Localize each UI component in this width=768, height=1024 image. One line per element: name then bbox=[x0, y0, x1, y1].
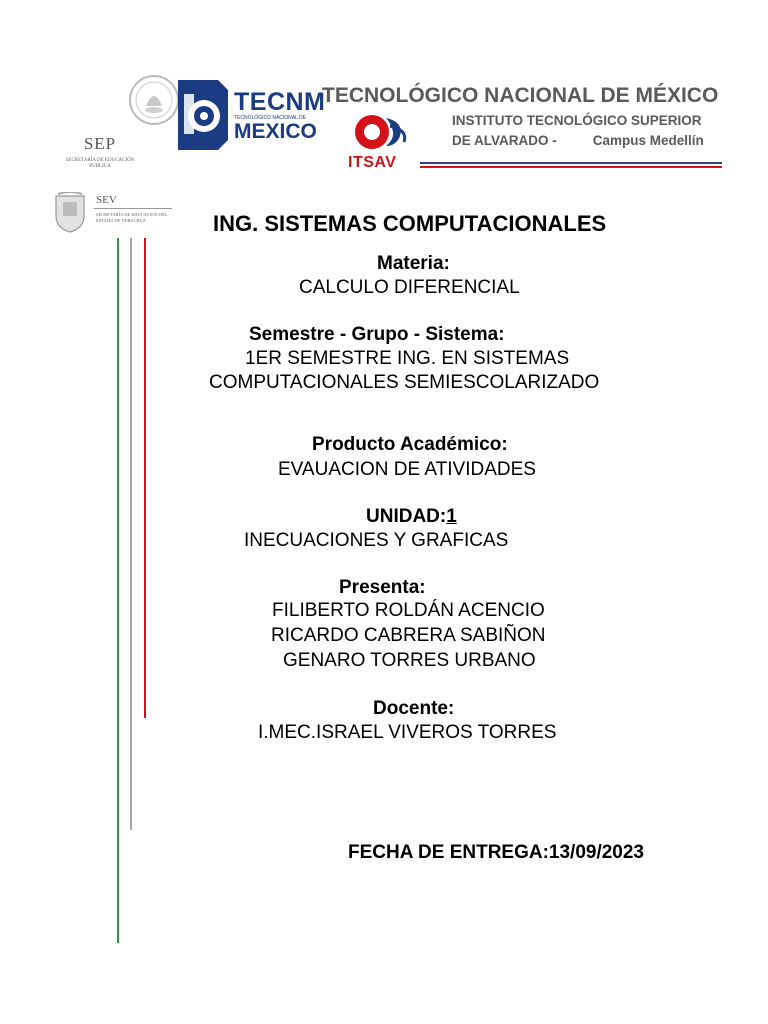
docente-label: Docente: bbox=[373, 698, 455, 719]
header-rule-blue bbox=[420, 162, 722, 164]
semestre-line-2: COMPUTACIONALES SEMIESCOLARIZADO bbox=[209, 372, 600, 393]
docente-value: I.MEC.ISRAEL VIVEROS TORRES bbox=[258, 722, 557, 743]
delivery-date: FECHA DE ENTREGA:13/09/2023 bbox=[348, 842, 645, 863]
tecnm-logo bbox=[170, 76, 326, 152]
side-stripe-red bbox=[144, 238, 146, 718]
tecnm-mexico: MEXICO bbox=[234, 120, 317, 143]
tecnm-small-text: TECNOLÓGICO NACIONAL DE bbox=[234, 115, 307, 121]
materia-label: Materia: bbox=[377, 253, 450, 274]
presenter-name: FILIBERTO ROLDÁN ACENCIO bbox=[272, 600, 545, 621]
itsav-logo bbox=[348, 112, 412, 172]
institution-title: TECNOLÓGICO NACIONAL DE MÉXICO bbox=[322, 84, 719, 107]
side-stripe-green bbox=[117, 238, 119, 943]
career-title: ING. SISTEMAS COMPUTACIONALES bbox=[213, 211, 607, 236]
unidad-label bbox=[366, 506, 457, 528]
unidad-label-text: UNIDAD: bbox=[366, 506, 447, 527]
institute-line-1: INSTITUTO TECNOLÓGICO SUPERIOR bbox=[452, 113, 702, 128]
side-stripe-gray bbox=[130, 238, 132, 830]
sev-name: SEV bbox=[96, 194, 117, 206]
unidad-number: 1 bbox=[446, 506, 457, 527]
sep-subtitle: SECRETARÍA DE EDUCACIÓN PÚBLICA bbox=[65, 158, 135, 169]
presenter-name: RICARDO CABRERA SABIÑON bbox=[271, 625, 546, 646]
header-rule-red bbox=[420, 166, 722, 168]
sev-subtitle: SECRETARÍA DE EDUCACIÓN DEL ESTADO DE VERACRUZ bbox=[96, 212, 168, 223]
sep-name: SEP bbox=[83, 134, 117, 153]
sev-divider bbox=[94, 208, 172, 209]
itsav-word: ITSAV bbox=[348, 154, 397, 171]
campus-name: Campus Medellín bbox=[592, 133, 704, 148]
producto-value: EVAUACION DE ATIVIDADES bbox=[278, 459, 536, 480]
presenter-name: GENARO TORRES URBANO bbox=[283, 650, 536, 671]
materia-value: CALCULO DIFERENCIAL bbox=[299, 277, 520, 298]
tecnm-word: TECNM bbox=[234, 88, 326, 116]
semestre-line-1: 1ER SEMESTRE ING. EN SISTEMAS bbox=[245, 348, 570, 369]
tecnm-gear-icon bbox=[170, 76, 232, 152]
producto-label: Producto Académico: bbox=[312, 434, 508, 455]
sev-logo bbox=[52, 192, 177, 237]
institute-line-2-text: DE ALVARADO - bbox=[452, 133, 557, 148]
institute-line-2 bbox=[452, 133, 704, 148]
sep-logo bbox=[55, 72, 145, 177]
unidad-value: INECUACIONES Y GRAFICAS bbox=[244, 530, 509, 551]
presenta-label: Presenta: bbox=[339, 577, 426, 598]
itsav-gear-icon bbox=[352, 112, 410, 152]
semestre-label: Semestre - Grupo - Sistema: bbox=[249, 324, 505, 345]
veracruz-shield-icon bbox=[52, 192, 88, 234]
